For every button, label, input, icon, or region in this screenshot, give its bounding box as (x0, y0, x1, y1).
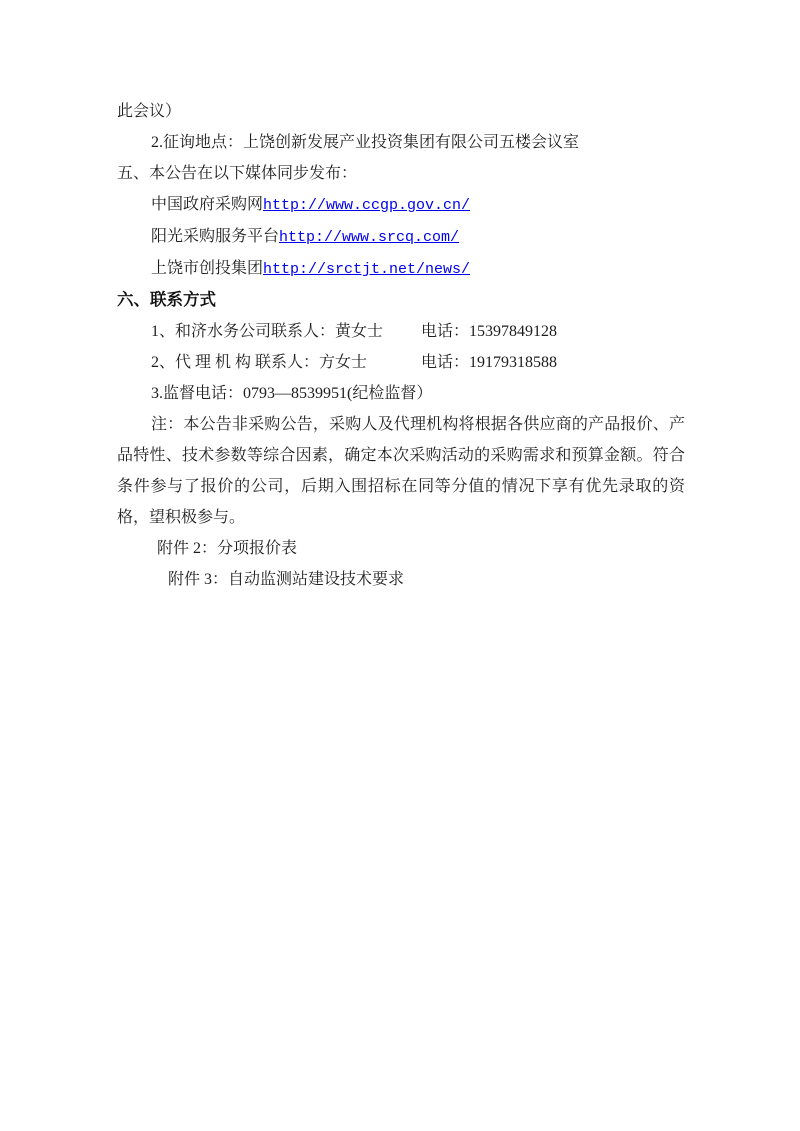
media-link-srctjt[interactable]: http://srctjt.net/news/ (263, 261, 471, 278)
document-content (117, 96, 685, 595)
supervision-phone-line: 3.监督电话：0793—8539951(纪检监督） (151, 385, 433, 402)
media-link-ccgp[interactable]: http://www.ccgp.gov.cn/ (263, 197, 471, 214)
media-name-ccgp: 中国政府采购网 (151, 196, 264, 213)
media-row-srcq (117, 221, 685, 253)
contact-person-agency: 2、代 理 机 构 联系人：方女士 (151, 354, 368, 371)
inquiry-location-line: 2.征询地点：上饶创新发展产业投资集团有限公司五楼会议室 (151, 134, 580, 151)
phone-number: 15397849128 (469, 323, 558, 340)
phone-label: 电话： (421, 354, 470, 371)
phone-number: 19179318588 (469, 354, 558, 371)
media-link-srcq[interactable]: http://www.srcq.com/ (279, 229, 460, 246)
attachment-3-line: 附件 3：自动监测站建设技术要求 (168, 571, 405, 588)
media-row-ccgp (117, 189, 685, 221)
media-name-srctjt: 上饶市创投集团 (151, 260, 264, 277)
phone-label: 电话： (421, 323, 470, 340)
contact-row-agency (117, 347, 685, 378)
paragraph-continuation-line: 此会议） (117, 103, 182, 120)
contact-phone-agency (421, 347, 557, 378)
media-name-srcq: 阳光采购服务平台 (151, 228, 280, 245)
contact-phone-buyer (421, 316, 557, 347)
contact-row-buyer (117, 316, 685, 347)
section6-heading: 六、联系方式 (117, 291, 216, 309)
attachment-2-line: 附件 2：分项报价表 (157, 540, 298, 557)
media-row-srctjt (117, 253, 685, 285)
note-paragraph: 注：本公告非采购公告，采购人及代理机构将根据各供应商的产品报价、产品特性、技术参数等综合因素，确定本次采购活动的采购需求和预算金额。符合条件参与了报价的公司，后期入围招标在同等分值的情况下享有优先录取的资格，望积极参与。 (117, 416, 685, 526)
contact-person-buyer: 1、和济水务公司联系人：黄女士 (151, 323, 384, 340)
section5-heading: 五、本公告在以下媒体同步发布： (117, 165, 358, 182)
